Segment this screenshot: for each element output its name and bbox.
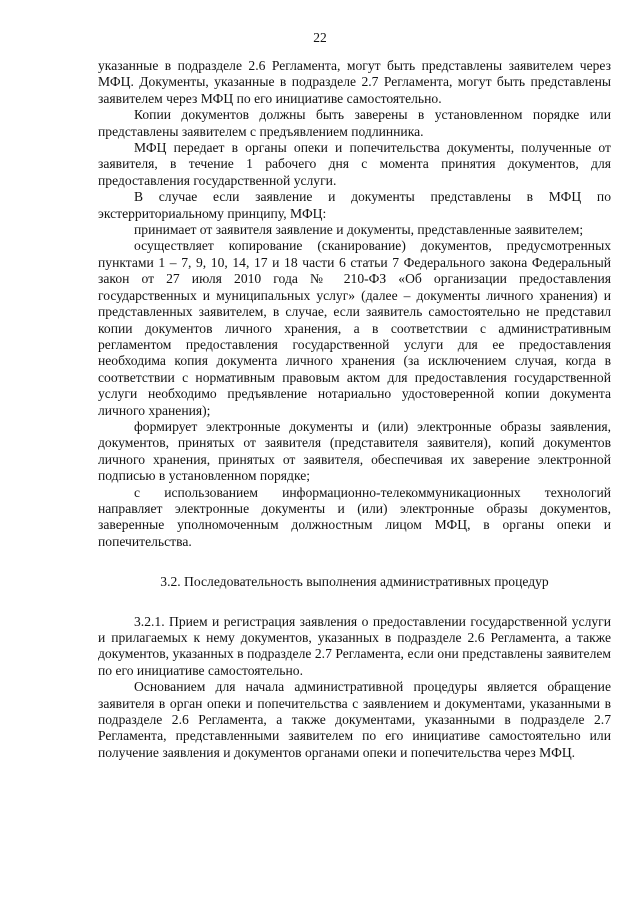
section-heading: 3.2. Последовательность выполнения административных процедур	[160, 574, 549, 590]
document-body	[98, 58, 611, 761]
paragraph-extraterritorial: В случае если заявление и документы представлены в МФЦ по экстерриториальному принципу, МФЦ:	[98, 189, 611, 221]
paragraph-continuation: указанные в подразделе 2.6 Регламента, могут быть представлены заявителем через МФЦ. Документы, указанные в подразделе 2.7 Регламента, могут быть представлены заявителем через МФЦ по его инициативе самостоятельно.	[98, 58, 611, 106]
paragraph-copies-certification: Копии документов должны быть заверены в установленном порядке или представлены заявителем с предъявлением подлинника.	[98, 107, 611, 139]
paragraph-accepts: принимает от заявителя заявление и документы, представленные заявителем;	[134, 222, 584, 238]
paragraph-forms-electronic: формирует электронные документы и (или) электронные образы заявления, документов, принятых от заявителя (представителя заявителя), копий документов личного хранения, принятых от заявителя, обеспечивая их заверение электронной подписью в установленном порядке;	[98, 418, 611, 484]
paragraph-copies-scanning: осуществляет копирование (сканирование) документов, предусмотренных пунктами 1 – 7, 9, 10, 14, 17 и 18 части 6 статьи 7 Федерального закона Федеральный закон от 27 июля 2010 года № 210-ФЗ «Об организации предоставления государственных и муниципальных услуг» (далее – документы личного хранения) и представленных заявителем, в случае, если заявитель самостоятельно не представил копии документов личного хранения, а в соответствии с административным регламентом предоставления государственной услуги для ее предоставления необходима копия документа личного хранения (за исключением случая, когда в соответствии с нормативным правовым актом для предоставления государственной услуги необходимо предъявление нотариально удостоверенной копии документа личного хранения);	[98, 238, 611, 418]
paragraph-mfc-transfer: МФЦ передает в органы опеки и попечительства документы, полученные от заявителя, в течение 1 рабочего дня с момента принятия документов, для предоставления государственной услуги.	[98, 140, 611, 188]
paragraph-sends-electronic: с использованием информационно-телекоммуникационных технологий направляет электронные документы и (или) электронные образы документов, заверенные уполномоченным должностным лицом МФЦ, в органы опеки и попечительства.	[98, 484, 611, 549]
paragraph-grounds: Основанием для начала административной процедуры является обращение заявителя в орган опеки и попечительства с заявлением и документами, указанными в подразделе 2.6 Регламента, а также документами, указанными в подразделе 2.7 Регламента, представленными заявителем по его инициативе самостоятельно или получение заявления и документов органами опеки и попечительства через МФЦ.	[98, 679, 611, 760]
paragraph-3-2-1: 3.2.1. Прием и регистрация заявления о предоставлении государственной услуги и прилагаемых к нему документов, указанных в подразделе 2.6 Регламента, а также документов, указанных в подразделе 2.7 Регламента, если они представлены заявителем по его инициативе самостоятельно.	[98, 613, 611, 678]
page-number: 22	[313, 30, 327, 45]
